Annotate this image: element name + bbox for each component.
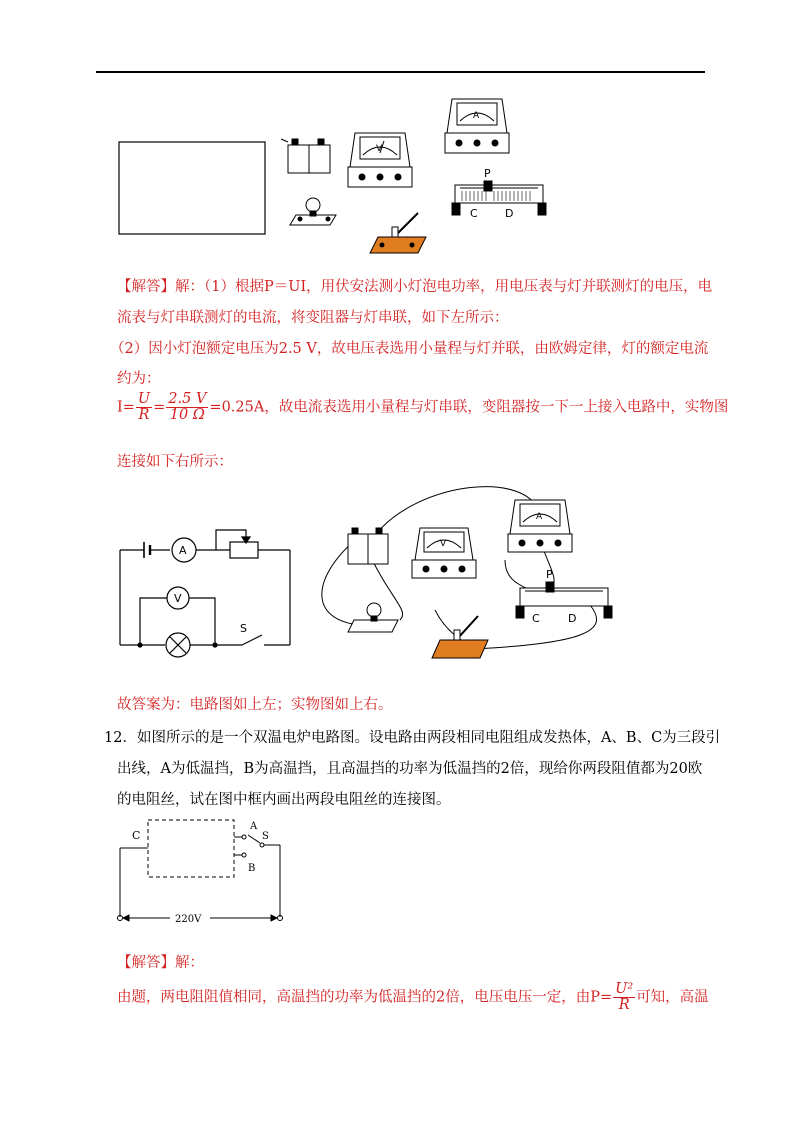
fraction-u2-over-r: $\frac{\text{U²}}{R}$ bbox=[615, 981, 634, 1014]
header-rule bbox=[96, 71, 705, 73]
ammeter-icon bbox=[445, 99, 509, 153]
apparatus-figure-top bbox=[100, 95, 620, 265]
switch-icon bbox=[370, 213, 426, 253]
ammeter-face-label: A bbox=[473, 111, 480, 121]
answer1-line2: 流表与灯串联测灯的电流，将变阻器与灯串联，如下左所示： bbox=[117, 310, 509, 326]
question12-line1: 12．如图所示的是一个双温电炉电路图。设电路由两段相同电阻组成发热体，A、B、C为三段引 bbox=[104, 730, 721, 746]
schematic-switch-label: S bbox=[240, 622, 247, 635]
answer1-line3: （2）因小灯泡额定电压为2.5 V，故电压表选用小量程与灯并联，由欧姆定律，灯的额定电流 bbox=[110, 341, 709, 357]
wiring-diagram bbox=[322, 487, 612, 658]
rheostat-p-label: P bbox=[484, 167, 491, 180]
answer12-line1: 由题，两电阻阻值相同，高温挡的功率为低温挡的2倍，电压电压一定，由P= $\frac{\text{U²}}{R}$ 可知，高温 bbox=[117, 981, 709, 1014]
answer1-tag: 【解答】 bbox=[117, 279, 175, 295]
answer1-formula-line: I= $\frac{U}{R}$ = $\frac{2.5 V}{10 \Omega}$ =0.25A，故电流表选用小量程与灯串联，变阻器按一下一上接入电路中，实物图 bbox=[117, 391, 729, 424]
empty-diagram-box bbox=[119, 142, 265, 234]
furnace-circuit-figure bbox=[110, 815, 300, 930]
circuit-figure bbox=[110, 470, 630, 670]
wiring-voltmeter-label: V bbox=[440, 539, 447, 549]
fraction-values: $\frac{2.5 V}{10 \Omega}$ bbox=[168, 391, 207, 424]
fig-c-label: C bbox=[132, 829, 141, 842]
question-number: 12 bbox=[104, 730, 123, 746]
voltmeter-icon bbox=[348, 133, 412, 187]
wiring-ammeter-label: A bbox=[536, 512, 543, 522]
answer1-line6: 连接如下右所示： bbox=[117, 454, 233, 470]
circuit-schematic bbox=[120, 530, 290, 657]
fig-s-label: S bbox=[262, 831, 269, 842]
rheostat-d-label: D bbox=[505, 207, 514, 220]
fig-voltage-label: 220V bbox=[175, 914, 202, 925]
battery-icon bbox=[281, 139, 330, 173]
wiring-rheostat-c: C bbox=[532, 612, 540, 625]
bulb-icon bbox=[290, 198, 336, 225]
answer1-line4: 约为： bbox=[117, 371, 161, 387]
answer12-tag: 【解答】 bbox=[117, 955, 175, 971]
wiring-rheostat-p: P bbox=[546, 568, 553, 581]
fig-b-label: B bbox=[248, 863, 256, 874]
voltmeter-face-label: V bbox=[376, 144, 383, 154]
fig-a-label: A bbox=[250, 821, 258, 832]
dashed-drawing-box bbox=[148, 820, 234, 877]
answer1-line1: 【解答】解：（1）根据P＝UI，用伏安法测小灯泡电功率，用电压表与灯并联测灯的电压，电 bbox=[117, 279, 713, 295]
schematic-voltmeter-label: V bbox=[174, 592, 182, 605]
question12-line3: 的电阻丝，试在图中框内画出两段电阻丝的连接图。 bbox=[117, 792, 451, 808]
rheostat-icon bbox=[452, 181, 546, 215]
wiring-rheostat-d: D bbox=[568, 612, 577, 625]
answer12-header: 【解答】解： bbox=[117, 955, 204, 971]
answer1-conclusion: 故答案为：电路图如上左；实物图如上右。 bbox=[117, 697, 393, 713]
question12-line2: 出线，A为低温挡，B为高温挡，且高温挡的功率为低温挡的2倍，现给你两段阻值都为20欧 bbox=[117, 761, 703, 777]
fraction-u-over-r: $\frac{U}{R}$ bbox=[137, 391, 151, 424]
rheostat-c-label: C bbox=[470, 207, 478, 220]
schematic-ammeter-label: A bbox=[179, 544, 187, 557]
